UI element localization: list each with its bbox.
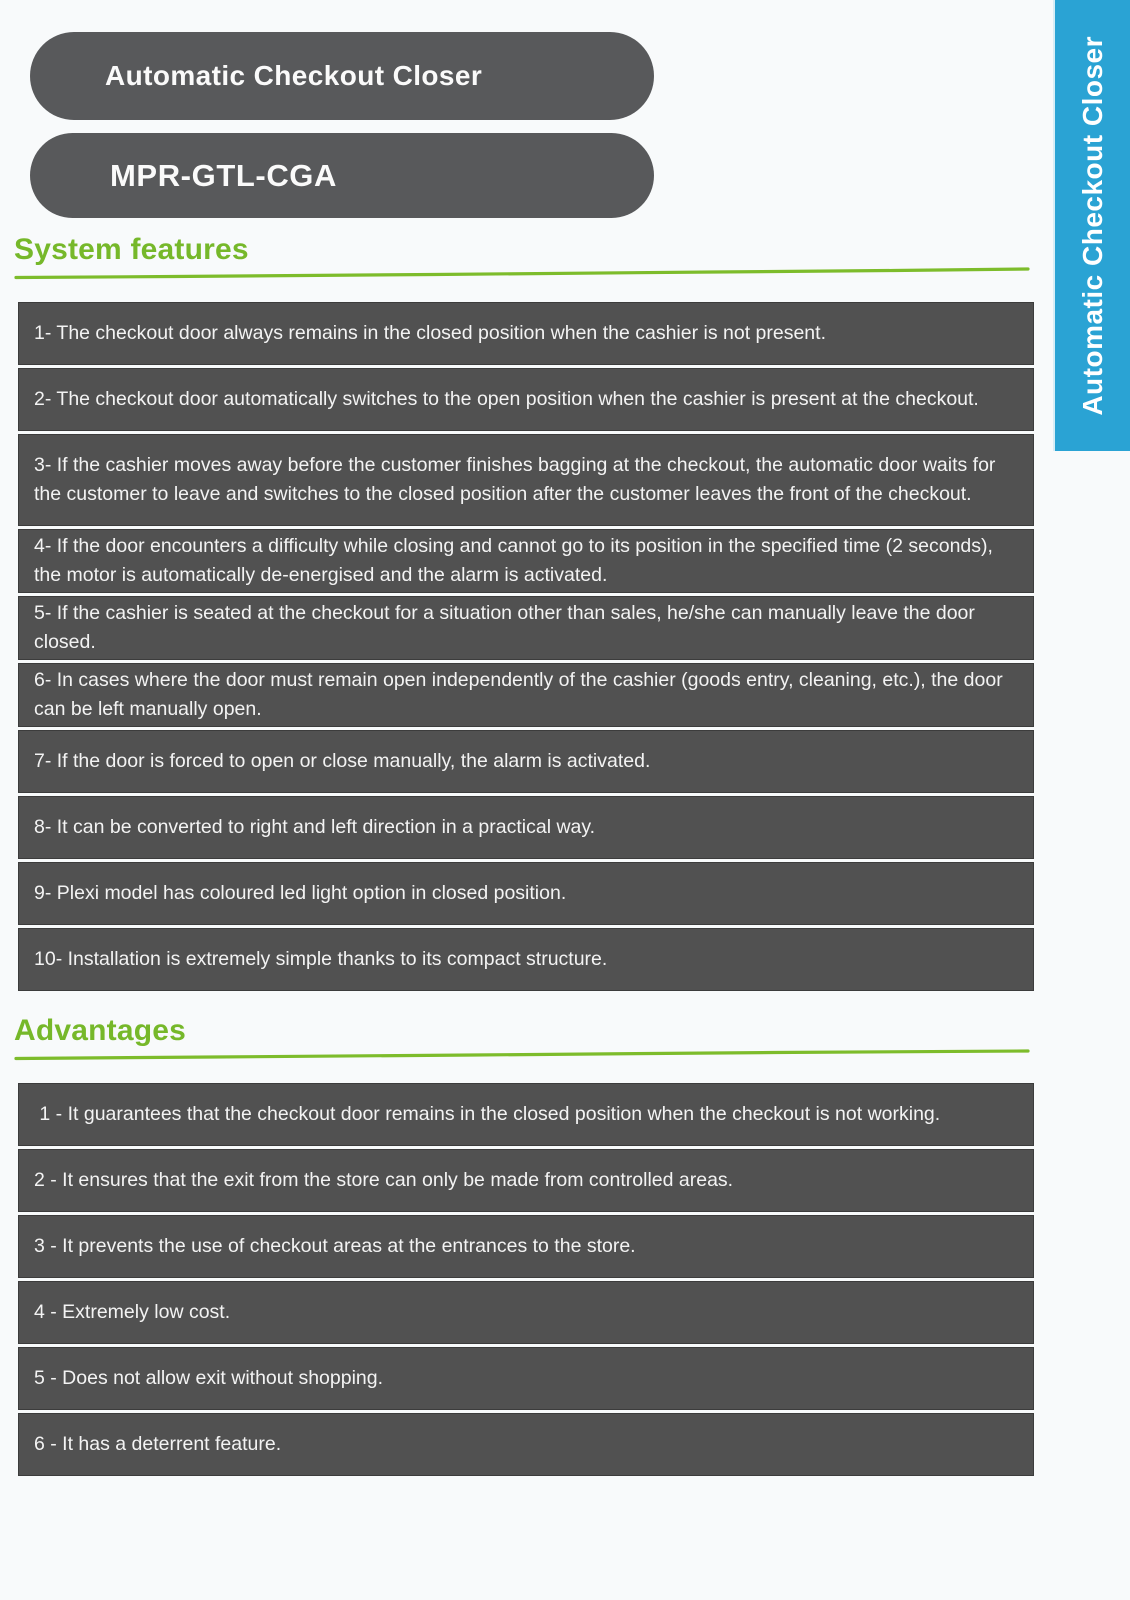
side-tab-banner [1053, 0, 1130, 451]
product-title-pill [30, 32, 654, 120]
green-underline [14, 266, 1030, 280]
green-underline [14, 1047, 1030, 1061]
feature-item: 4- If the door encounters a difficulty while closing and cannot go to its position in the specified time (2 seconds), the motor is automatically de-energised and the alarm is activated. [18, 529, 1034, 593]
feature-item: 6- In cases where the door must remain open independently of the cashier (goods entry, cleaning, etc.), the door can be left manually open. [18, 663, 1034, 727]
advantages-heading: Advantages [14, 1014, 187, 1047]
feature-item: 7- If the door is forced to open or close manually, the alarm is activated. [18, 730, 1034, 793]
system-features-heading: System features [14, 233, 249, 266]
advantages-list [18, 1083, 1034, 1476]
feature-item: 5- If the cashier is seated at the checkout for a situation other than sales, he/she can manually leave the door closed. [18, 596, 1034, 660]
feature-item: 1- The checkout door always remains in the closed position when the cashier is not present. [18, 302, 1034, 365]
advantage-item: 2 - It ensures that the exit from the store can only be made from controlled areas. [18, 1149, 1034, 1212]
system-features-list [18, 302, 1034, 991]
product-title: Automatic Checkout Closer [105, 60, 483, 91]
feature-item: 9- Plexi model has coloured led light option in closed position. [18, 862, 1034, 925]
advantage-item: 4 - Extremely low cost. [18, 1281, 1034, 1344]
system-features-section [14, 233, 1034, 991]
feature-item: 3- If the cashier moves away before the customer finishes bagging at the checkout, the automatic door waits for the customer to leave and switches to the closed position after the customer leaves the front of the checkout. [18, 434, 1034, 526]
model-number-pill [30, 133, 654, 218]
model-number: MPR-GTL-CGA [110, 157, 338, 193]
header-pills [30, 32, 1034, 218]
advantage-item: 1 - It guarantees that the checkout door remains in the closed position when the checkout is not working. [18, 1083, 1034, 1146]
side-tab-label: Automatic Checkout Closer [1076, 35, 1108, 416]
advantage-item: 3 - It prevents the use of checkout areas at the entrances to the store. [18, 1215, 1034, 1278]
advantages-section [14, 1014, 1034, 1476]
advantage-item: 6 - It has a deterrent feature. [18, 1413, 1034, 1476]
advantage-item: 5 - Does not allow exit without shopping. [18, 1347, 1034, 1410]
main-content [14, 0, 1034, 1479]
feature-item: 2- The checkout door automatically switches to the open position when the cashier is present at the checkout. [18, 368, 1034, 431]
feature-item: 8- It can be converted to right and left direction in a practical way. [18, 796, 1034, 859]
feature-item: 10- Installation is extremely simple thanks to its compact structure. [18, 928, 1034, 991]
